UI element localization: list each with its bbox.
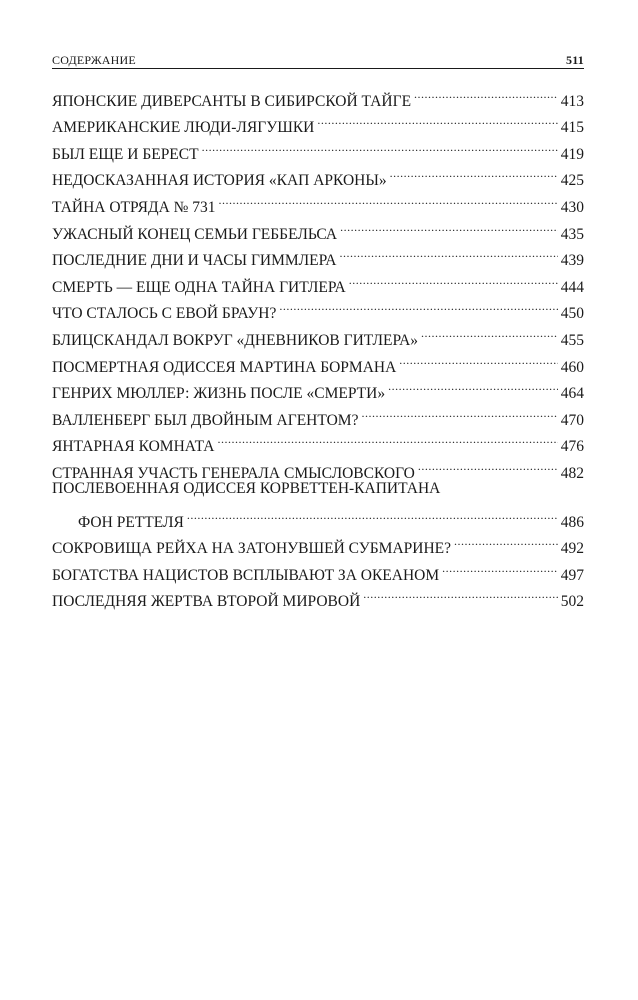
toc-entry-title: НЕДОСКАЗАННАЯ ИСТОРИЯ «КАП АРКОНЫ» [52, 172, 387, 190]
toc-entry-page: 460 [560, 358, 584, 376]
dot-leader [219, 185, 558, 212]
toc-entry-title: СОКРОВИЩА РЕЙХА НА ЗАТОНУВШЕЙ СУБМАРИНЕ? [52, 540, 451, 558]
toc-entry-title: СТРАННАЯ УЧАСТЬ ГЕНЕРАЛА СМЫСЛОВСКОГО [52, 464, 415, 482]
dot-leader [418, 451, 558, 478]
dot-leader [399, 345, 557, 372]
dot-leader [414, 79, 558, 106]
toc-entry-page: 464 [560, 385, 584, 403]
toc-entry-page: 425 [560, 172, 584, 190]
dot-leader [187, 500, 558, 527]
dot-leader [454, 527, 558, 554]
toc-entry-page: 482 [560, 464, 584, 482]
dot-leader [363, 580, 557, 607]
toc-entry-page: 502 [560, 593, 584, 611]
toc-entry-title: ПОСЛЕДНЯЯ ЖЕРТВА ВТОРОЙ МИРОВОЙ [52, 593, 361, 611]
toc-entry-title-line1: ПОСЛЕВОЕННАЯ ОДИССЕЯ КОРВЕТТЕН-КАПИТАНА [52, 479, 441, 497]
toc-entry-title: БЫЛ ЕЩЕ И БЕРЕСТ [52, 145, 199, 163]
toc-entry-page: 415 [560, 119, 584, 137]
dot-leader [317, 106, 557, 133]
toc-entry-title: ГЕНРИХ МЮЛЛЕР: ЖИЗНЬ ПОСЛЕ «СМЕРТИ» [52, 385, 386, 403]
section-title: СОДЕРЖАНИЕ [52, 53, 136, 67]
toc-entry-page: 444 [560, 278, 584, 296]
dot-leader [421, 318, 558, 345]
toc-entry-title: ЧТО СТАЛОСЬ С ЕВОЙ БРАУН? [52, 305, 277, 323]
toc-entry-page: 413 [560, 92, 584, 110]
toc-entry-title: ТАЙНА ОТРЯДА № 731 [52, 198, 216, 216]
toc-entry-page: 492 [560, 540, 584, 558]
toc-entry-page: 470 [560, 411, 584, 429]
toc-entry-page: 439 [560, 252, 584, 270]
toc-entry[interactable] [52, 478, 584, 531]
toc-entry-title-line2: ФОН РЕТТЕЛЯ [78, 513, 184, 531]
toc-entry-page: 430 [560, 198, 584, 216]
toc-entry-page: 435 [560, 225, 584, 243]
toc-entry-page: 476 [560, 438, 584, 456]
dot-leader [388, 372, 558, 399]
dot-leader [361, 398, 557, 425]
toc-entry-page: 419 [560, 145, 584, 163]
dot-leader [349, 265, 558, 292]
dot-leader [390, 159, 558, 186]
toc-entry-title: ПОСЛЕДНИЕ ДНИ И ЧАСЫ ГИММЛЕРА [52, 252, 337, 270]
toc-entry-title: ПОСМЕРТНАЯ ОДИССЕЯ МАРТИНА БОРМАНА [52, 358, 397, 376]
dot-leader [340, 212, 558, 239]
table-of-contents [52, 79, 584, 611]
toc-entry-line2 [52, 500, 584, 531]
toc-entry-page: 450 [560, 305, 584, 323]
toc-entry-page: 497 [560, 566, 584, 584]
toc-entry-page: 486 [560, 513, 584, 531]
toc-entry-title: УЖАСНЫЙ КОНЕЦ СЕМЬИ ГЕББЕЛЬСА [52, 225, 338, 243]
book-page [52, 46, 584, 611]
toc-entry-page: 455 [560, 331, 584, 349]
toc-entry-title: АМЕРИКАНСКИЕ ЛЮДИ-ЛЯГУШКИ [52, 119, 315, 137]
toc-entry-title: ЯПОНСКИЕ ДИВЕРСАНТЫ В СИБИРСКОЙ ТАЙГЕ [52, 92, 412, 110]
dot-leader [202, 132, 558, 159]
dot-leader [279, 292, 557, 319]
page-number: 511 [566, 53, 584, 67]
toc-entry-title: СМЕРТЬ — ЕЩЕ ОДНА ТАЙНА ГИТЛЕРА [52, 278, 346, 296]
toc-entry-title: ВАЛЛЕНБЕРГ БЫЛ ДВОЙНЫМ АГЕНТОМ? [52, 411, 359, 429]
dot-leader [339, 239, 557, 266]
dot-leader [218, 425, 558, 452]
toc-entry-title: ЯНТАРНАЯ КОМНАТА [52, 438, 215, 456]
running-header [52, 46, 584, 69]
toc-entry-title: БЛИЦСКАНДАЛ ВОКРУГ «ДНЕВНИКОВ ГИТЛЕРА» [52, 331, 419, 349]
toc-entry[interactable] [52, 79, 584, 110]
dot-leader [442, 553, 558, 580]
toc-entry-title: БОГАТСТВА НАЦИСТОВ ВСПЛЫВАЮТ ЗА ОКЕАНОМ [52, 566, 440, 584]
